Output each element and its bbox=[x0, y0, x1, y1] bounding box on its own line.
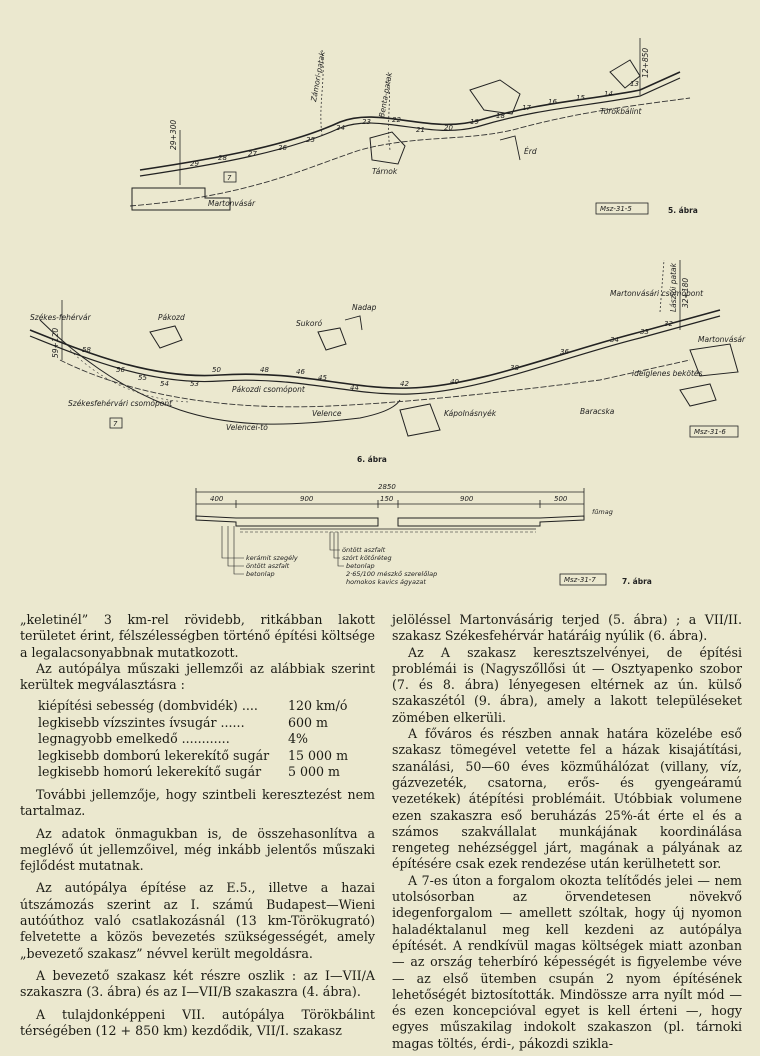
dim-total: 2850 bbox=[378, 483, 396, 491]
place-martonvasar: Martonvásár bbox=[698, 335, 746, 344]
spec-label: kiépítési sebesség (dombvidék) .... bbox=[38, 698, 258, 714]
spec-value: 5 000 m bbox=[288, 764, 340, 780]
route-sign-label: 7 bbox=[227, 174, 232, 182]
spec-label: legnagyobb emelkedő ............ bbox=[38, 731, 230, 747]
km-mark: 20 bbox=[444, 124, 453, 132]
km-mark: 16 bbox=[548, 98, 557, 106]
figure-5-code: Msz-31-5 bbox=[600, 205, 632, 213]
spec-value: 15 000 m bbox=[288, 747, 349, 763]
dim-5: 500 bbox=[554, 495, 568, 503]
chainage-end: 12+850 bbox=[641, 47, 650, 78]
spec-label: legkisebb homorú lekerekítő sugár bbox=[38, 764, 262, 780]
figure-6-code: Msz-31-6 bbox=[694, 428, 726, 436]
dim-1: 400 bbox=[210, 495, 224, 503]
figure-6-map bbox=[0, 240, 760, 470]
place-martonvasar: Martonvásár bbox=[208, 199, 256, 208]
place-kapolnasnyek: Kápolnásnyék bbox=[444, 409, 497, 418]
spec-list bbox=[38, 698, 375, 781]
km-mark: 29 bbox=[190, 160, 199, 168]
km-mark: 26 bbox=[278, 144, 287, 152]
layer-left-1: kerámit szegély bbox=[246, 554, 298, 562]
place-torokbalint: Törökbálint bbox=[600, 107, 642, 116]
km-mark: 34 bbox=[610, 336, 619, 344]
place-baracska: Baracska bbox=[580, 407, 615, 416]
stream-zamori: Zámori-patak bbox=[309, 50, 327, 103]
place-pakozdi-csomopont: Pákozdi csomópont bbox=[232, 385, 305, 394]
km-mark: 46 bbox=[296, 368, 305, 376]
km-mark: 45 bbox=[318, 374, 327, 382]
chainage-start: 59+120 bbox=[51, 327, 60, 358]
km-mark: 53 bbox=[190, 380, 199, 388]
layer-right-2: szórt kötőréteg bbox=[342, 554, 392, 562]
right-column bbox=[392, 612, 742, 1052]
spec-value: 4% bbox=[288, 731, 308, 747]
km-mark: 48 bbox=[260, 366, 269, 374]
spec-row bbox=[38, 764, 375, 781]
km-mark: 28 bbox=[218, 154, 227, 162]
km-mark: 33 bbox=[640, 328, 649, 336]
figure-7 bbox=[0, 478, 760, 598]
paragraph: A tulajdonképpeni VII. autópálya Törökbálint térségében (12 + 850 km) kezdődik, VII/I. szakasz bbox=[20, 1006, 375, 1038]
km-mark: 36 bbox=[560, 348, 569, 356]
spec-value: 600 m bbox=[288, 714, 328, 730]
label-shoulder: fűmag bbox=[592, 508, 613, 516]
place-tarnok: Tárnok bbox=[372, 167, 398, 176]
paragraph: A 7-es úton a forgalom okozta telítődés jelei — nem utolsósorban az örvendetesen növekvő idegenforgalom — amellett szóltak, hogy új nyomon haladéktalanul meg kell kezdeni az autópálya építését. A rendkívül magas költségek miatt azonban — az ország teherbíró képességét is figyelembe véve — az első ütemben csupán 2 nyom építésének lehetőségét biztosították. Mindössze arra nyílt mód — és ezen koncepcióval egyet is kell érteni —, hogy egyes műszakilag indokolt szakaszon (pl. tárnoki magas töltés, érdi-, pákozdi szikla- bbox=[392, 872, 742, 1051]
paragraph: A főváros és részben annak határa közelébe eső szakasz tömegével vetette fel a házak kisajátítási, szanálási, 50—60 éves közműhálózat (villany, víz, gázvezeték, csatorna, erős- és gyengeáramú vezetékek) átépítési problémáit. Utóbbiak volumene ezen szakaszra eső beruházás 25%-át érte el és a számos szakvállalat munkájának koordinálása rengeteg nehézséggel járt, magának a pályának az építésére csak ezek rendezése után kerülhetett sor. bbox=[392, 726, 742, 872]
km-mark: 21 bbox=[416, 126, 425, 134]
label-ideiglenes-bekotes: ideiglenes bekötés bbox=[632, 369, 703, 378]
spec-value: 120 km/ó bbox=[288, 698, 348, 714]
paragraph: Az autópálya műszaki jellemzői az alábbiak szerint kerültek megválasztásra : bbox=[20, 660, 375, 693]
figure-5-map bbox=[0, 10, 760, 225]
figure-6 bbox=[0, 240, 760, 470]
figure-6-caption: 6. ábra bbox=[357, 455, 387, 464]
layer-right-3: betonlap bbox=[346, 562, 375, 570]
dim-3: 150 bbox=[380, 495, 394, 503]
place-szekesfehervar: Székes-fehérvár bbox=[30, 313, 91, 322]
chainage-end: 32+180 bbox=[681, 277, 690, 308]
km-mark: 18 bbox=[496, 112, 505, 120]
figure-5 bbox=[0, 10, 760, 225]
figure-7-cross-section bbox=[0, 478, 760, 598]
km-mark: 40 bbox=[450, 378, 459, 386]
paragraph: jelöléssel Martonvásárig terjed (5. ábra) ; a VII/II. szakasz Székesfehérvár határáig nyúlik (6. ábra). bbox=[392, 612, 742, 644]
layer-right-1: öntött aszfalt bbox=[342, 546, 386, 554]
layer-left-3: betonlap bbox=[246, 570, 275, 578]
km-mark: 23 bbox=[362, 118, 371, 126]
spec-label: legkisebb domború lekerekítő sugár bbox=[38, 747, 270, 763]
km-mark: 56 bbox=[116, 366, 125, 374]
km-mark: 44 bbox=[350, 384, 359, 392]
route-sign-label: 7 bbox=[113, 420, 118, 428]
paragraph: „keletinél” 3 km-rel rövidebb, ritkábban lakott területet érint, félszélességben történő építési költsége a legalacsonyabbnak mutatkozott. bbox=[20, 612, 375, 660]
spec-row bbox=[38, 698, 375, 715]
stream-lasloi: Lászlói patak bbox=[669, 263, 678, 312]
km-mark: 27 bbox=[248, 150, 257, 158]
place-martonvasari-csomopont: Martonvásári csomópont bbox=[610, 289, 704, 298]
spec-row bbox=[38, 731, 375, 748]
km-mark: 42 bbox=[400, 380, 409, 388]
place-nadap: Nadap bbox=[352, 303, 377, 312]
spec-row bbox=[38, 748, 375, 765]
chainage-start: 29+300 bbox=[169, 119, 178, 150]
km-mark: 15 bbox=[576, 94, 585, 102]
km-mark: 25 bbox=[306, 136, 315, 144]
left-column bbox=[20, 612, 375, 1039]
km-mark: 13 bbox=[630, 80, 639, 88]
place-pakozd: Pákozd bbox=[158, 313, 185, 322]
layer-left-2: öntött aszfalt bbox=[246, 562, 290, 570]
spec-label: legkisebb vízszintes ívsugár ...... bbox=[38, 714, 245, 730]
km-mark: 14 bbox=[604, 90, 613, 98]
km-mark: 38 bbox=[510, 364, 519, 372]
paragraph: További jellemzője, hogy szintbeli keresztezést nem tartalmaz. bbox=[20, 786, 375, 819]
figure-6-km-marks bbox=[82, 320, 673, 392]
layer-right-4: 2·65/100 mészkő szerelőlap bbox=[346, 570, 438, 578]
paragraph: Az adatok önmagukban is, de összehasonlítva a meglévő út jellemzőivel, még inkább jelentős műszaki fejlődést mutatnak. bbox=[20, 825, 375, 874]
km-mark: 24 bbox=[336, 124, 345, 132]
place-velencei-to: Velencei-tó bbox=[226, 423, 268, 432]
paragraph: Az autópálya építése az E.5., illetve a hazai útszámozás szerint az I. számú Budapest—Wieni autóúthoz való csatlakozásnál (13 km-Törökugrató) felvetette a közös bevezetés szükségességét, amely „bevezető szakasz” névvel került megoldásra. bbox=[20, 880, 375, 961]
paragraph: Az A szakasz keresztszelvényei, de építési problémái is (Nagyszőllősi út — Osztyapenko szobor (7. és 8. ábra) lényegesen eltérnek az ún. külső szakaszétól (9. ábra), amely a lakott településeket zömében elkerüli. bbox=[392, 644, 742, 725]
km-mark: 50 bbox=[212, 366, 221, 374]
figure-5-caption: 5. ábra bbox=[668, 206, 698, 215]
km-mark: 54 bbox=[160, 380, 169, 388]
layer-right-5: homokos kavics ágyazat bbox=[346, 578, 426, 586]
spec-row bbox=[38, 715, 375, 732]
place-sukoro: Sukoró bbox=[296, 319, 323, 328]
figure-7-caption: 7. ábra bbox=[622, 577, 652, 586]
km-mark: 55 bbox=[138, 374, 147, 382]
place-szekesfehervari-csomopont: Székesfehérvári csomópont bbox=[68, 399, 173, 408]
km-mark: 17 bbox=[522, 104, 531, 112]
stream-benta: Benta-patak bbox=[377, 71, 394, 119]
dim-2: 900 bbox=[300, 495, 314, 503]
km-mark: 58 bbox=[82, 346, 91, 354]
km-mark: 32 bbox=[664, 320, 673, 328]
place-erd: Érd bbox=[524, 147, 537, 156]
km-mark: 22 bbox=[392, 116, 401, 124]
place-velence: Velence bbox=[312, 409, 342, 418]
dim-4: 900 bbox=[460, 495, 474, 503]
km-mark: 19 bbox=[470, 118, 479, 126]
paragraph: A bevezető szakasz két részre oszlik : az I—VII/A szakaszra (3. ábra) és az I—VII/B szakaszra (4. ábra). bbox=[20, 967, 375, 1000]
figure-7-code: Msz-31-7 bbox=[564, 576, 596, 584]
